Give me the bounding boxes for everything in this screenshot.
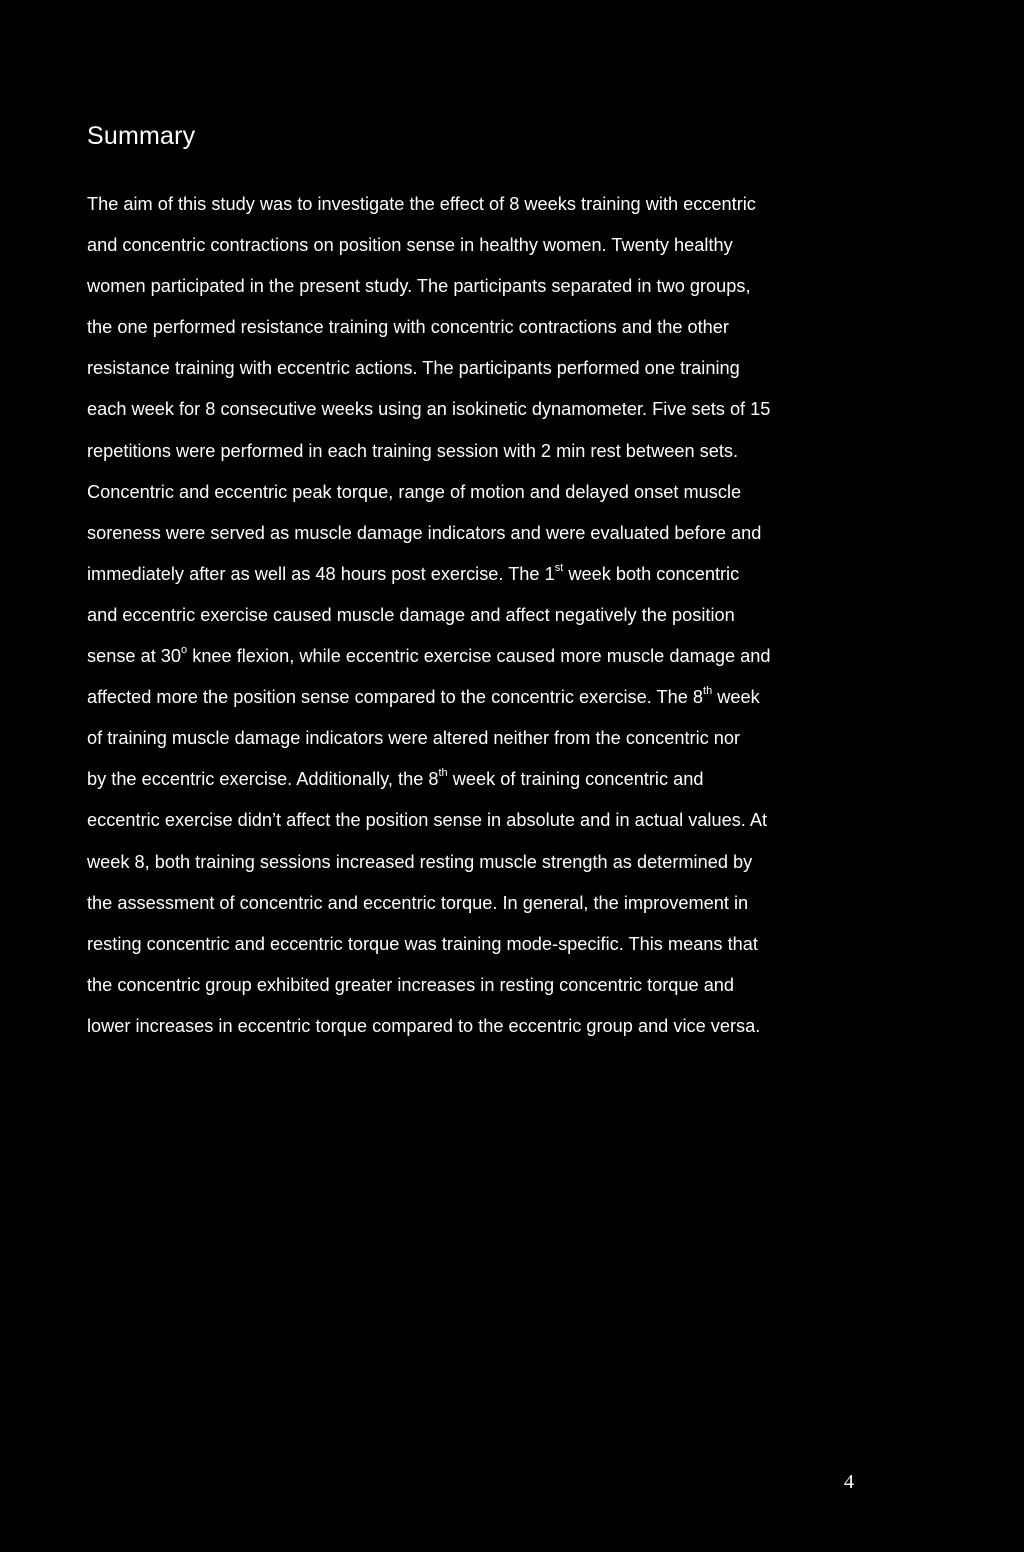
text-line: lower increases in eccentric torque compared to the eccentric group and vice versa. (87, 1015, 761, 1036)
text-segment: week both concentric (563, 563, 740, 584)
text-line: The aim of this study was to investigate the effect of 8 weeks training with eccentric (87, 194, 756, 214)
text-line: the one performed resistance training with concentric contractions and the other (87, 317, 729, 338)
text-line: Concentric and eccentric peak torque, range of motion and delayed onset muscle (87, 481, 742, 502)
text-segment: affected more the position sense compared to the concentric exercise. The 8 (87, 687, 704, 708)
text-line: eccentric exercise didn’t affect the position sense in absolute and in actual values. At (87, 810, 768, 831)
text-line (87, 763, 847, 804)
text-line: and concentric contractions on position sense in healthy women. Twenty healthy (87, 235, 733, 256)
superscript: o (181, 643, 188, 656)
text-line: resistance training with eccentric actions. The participants performed one training (87, 358, 740, 379)
text-segment: week of training concentric and (447, 769, 704, 790)
text-line: women participated in the present study. The participants separated in two groups, (87, 276, 751, 297)
summary-paragraph (87, 188, 847, 1051)
text-line: resting concentric and eccentric torque was training mode-specific. This means that (87, 933, 758, 954)
text-line: and eccentric exercise caused muscle damage and affect negatively the position (87, 604, 735, 625)
text-line: the concentric group exhibited greater increases in resting concentric torque and (87, 974, 735, 995)
section-heading: Summary (87, 122, 196, 150)
text-line (87, 640, 847, 681)
text-line: repetitions were performed in each training session with 2 min rest between sets. (87, 440, 739, 461)
text-segment: knee flexion, while eccentric exercise caused more muscle damage and (187, 646, 771, 667)
text-line (87, 681, 847, 722)
superscript: st (554, 561, 564, 574)
text-line: each week for 8 consecutive weeks using an isokinetic dynamometer. Five sets of 15 (87, 399, 771, 420)
text-line: soreness were served as muscle damage indicators and were evaluated before and (87, 522, 762, 543)
text-line: the assessment of concentric and eccentric torque. In general, the improvement in (87, 892, 749, 913)
superscript: th (703, 685, 713, 698)
page-number: 4 (844, 1471, 854, 1493)
text-line: week 8, both training sessions increased resting muscle strength as determined by (87, 851, 753, 872)
text-segment: week (712, 687, 760, 708)
text-line: of training muscle damage indicators were altered neither from the concentric nor (87, 728, 741, 749)
superscript: th (438, 767, 448, 780)
text-segment: immediately after as well as 48 hours post exercise. The 1 (87, 563, 555, 584)
text-segment: by the eccentric exercise. Additionally, the 8 (87, 769, 439, 790)
text-segment: sense at 30 (87, 646, 182, 667)
text-line (87, 558, 847, 599)
